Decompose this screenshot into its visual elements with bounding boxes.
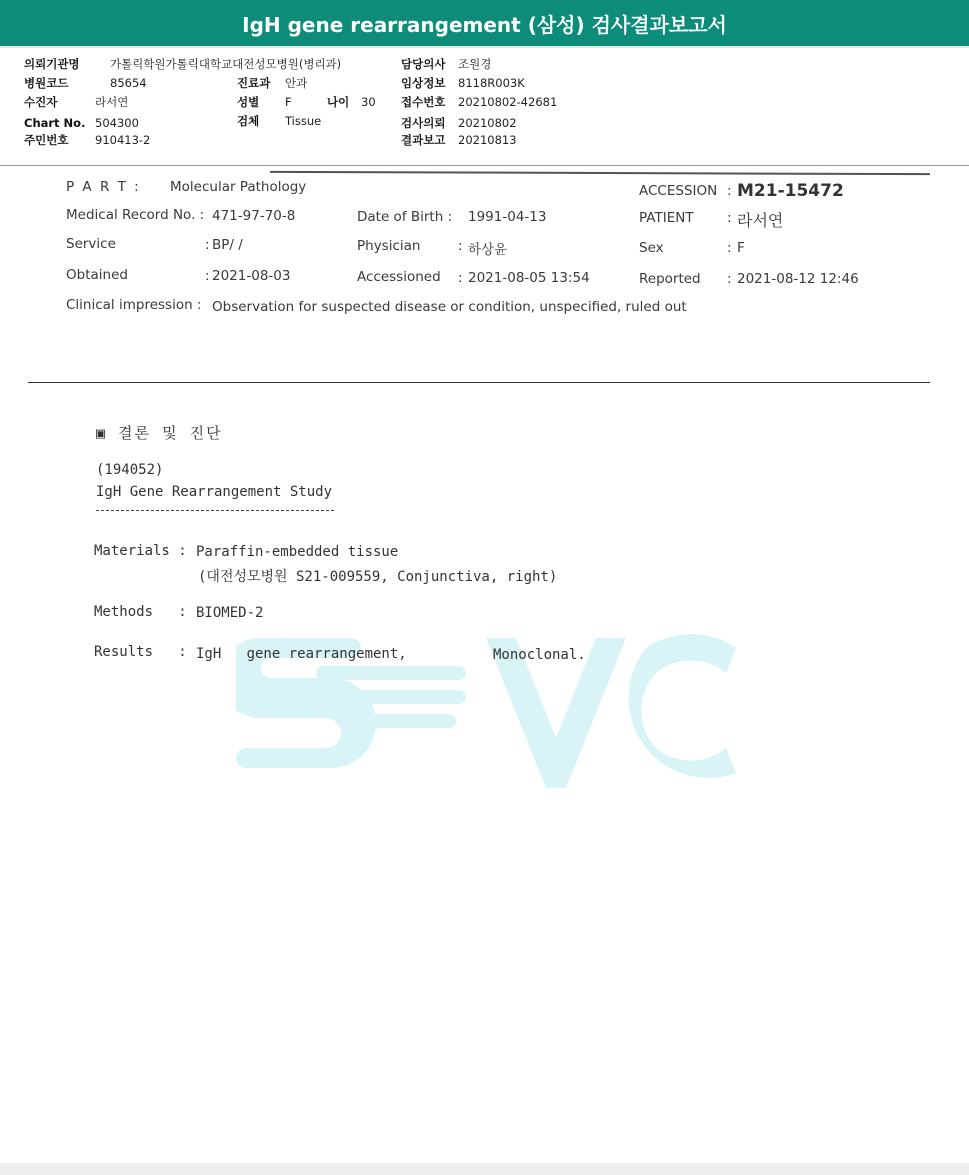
header-resident-no: 주민번호 910413-2 (24, 133, 151, 147)
physician-colon: : (458, 238, 463, 254)
header-info-panel (0, 48, 969, 166)
header-report-date: 결과보고 20210813 (401, 133, 517, 147)
reported-label: Reported (639, 271, 701, 287)
header-patient-name: 수진자 라서연 (24, 95, 129, 109)
methods-value: BIOMED-2 (196, 605, 264, 621)
obtained-label: Obtained (66, 267, 128, 283)
patient-value: 라서연 (737, 211, 784, 230)
test-code: (194052) (96, 462, 164, 478)
accessioned-value: 2021-08-05 13:54 (468, 270, 590, 286)
service-label: Service (66, 236, 116, 252)
conclusion-heading: ▣ 결론 및 진단 (96, 424, 223, 442)
accession-label: ACCESSION (639, 183, 718, 199)
top-divider (270, 171, 930, 175)
sex-value: F (737, 240, 745, 256)
results-label: Results : (94, 644, 187, 660)
clinical-impression-value: Observation for suspected disease or condition, unspecified, ruled out (212, 299, 687, 315)
report-title: IgH gene rearrangement (삼성) 검사결과보고서 (242, 12, 727, 37)
header-institution: 의뢰기관명 가톨릭학원가톨릭대학교대전성모병원(병리과) (24, 57, 342, 71)
bottom-strip (0, 1163, 969, 1175)
header-department: 진료과 안과 (237, 76, 308, 90)
header-chart-no: Chart No. 504300 (24, 116, 139, 130)
mid-divider (28, 382, 930, 383)
part-label: P A R T : (66, 179, 141, 195)
reported-colon: : (727, 271, 732, 287)
study-underline (96, 510, 334, 511)
patient-label: PATIENT (639, 210, 694, 226)
header-request-date: 검사의뢰 20210802 (401, 116, 517, 130)
results-outcome: Monoclonal. (493, 647, 586, 663)
header-age: 나이 30 (327, 95, 376, 109)
service-colon: : (205, 237, 210, 253)
obtained-colon: : (205, 268, 210, 284)
methods-label: Methods : (94, 604, 187, 620)
header-hospital-code: 병원코드 85654 (24, 76, 147, 90)
dob-label: Date of Birth : (357, 209, 453, 225)
mrn-value: 471-97-70-8 (212, 208, 296, 224)
results-value: IgH gene rearrangement, (196, 646, 407, 662)
reported-value: 2021-08-12 12:46 (737, 271, 859, 287)
materials-detail: (대전성모병원 S21-009559, Conjunctiva, right) (198, 569, 558, 585)
accessioned-label: Accessioned (357, 269, 441, 285)
header-specimen: 검체 Tissue (237, 114, 322, 128)
report-title-bar (0, 0, 969, 48)
materials-value: Paraffin-embedded tissue (196, 544, 399, 560)
physician-value: 하상윤 (468, 242, 508, 258)
header-doctor: 담당의사 조원경 (401, 57, 492, 71)
part-value: Molecular Pathology (170, 179, 307, 195)
sex-colon: : (727, 240, 732, 256)
scanned-report-page (0, 166, 969, 1163)
materials-label: Materials : (94, 543, 187, 559)
header-clinical-info: 임상정보 8118R003K (401, 76, 525, 90)
physician-label: Physician (357, 238, 421, 254)
sex-label: Sex (639, 240, 664, 256)
accession-colon: : (727, 183, 732, 199)
header-sex: 성별 F (237, 95, 292, 109)
accession-value: M21-15472 (737, 181, 844, 201)
service-value: BP/ / (212, 237, 243, 253)
patient-colon: : (727, 210, 732, 226)
obtained-value: 2021-08-03 (212, 268, 291, 284)
dob-value: 1991-04-13 (468, 209, 547, 225)
header-receipt-no: 접수번호 20210802-42681 (401, 95, 558, 109)
accessioned-colon: : (458, 270, 463, 286)
study-name: IgH Gene Rearrangement Study (96, 484, 333, 500)
clinical-impression-label: Clinical impression : (66, 297, 202, 313)
mrn-label: Medical Record No. : (66, 207, 205, 223)
